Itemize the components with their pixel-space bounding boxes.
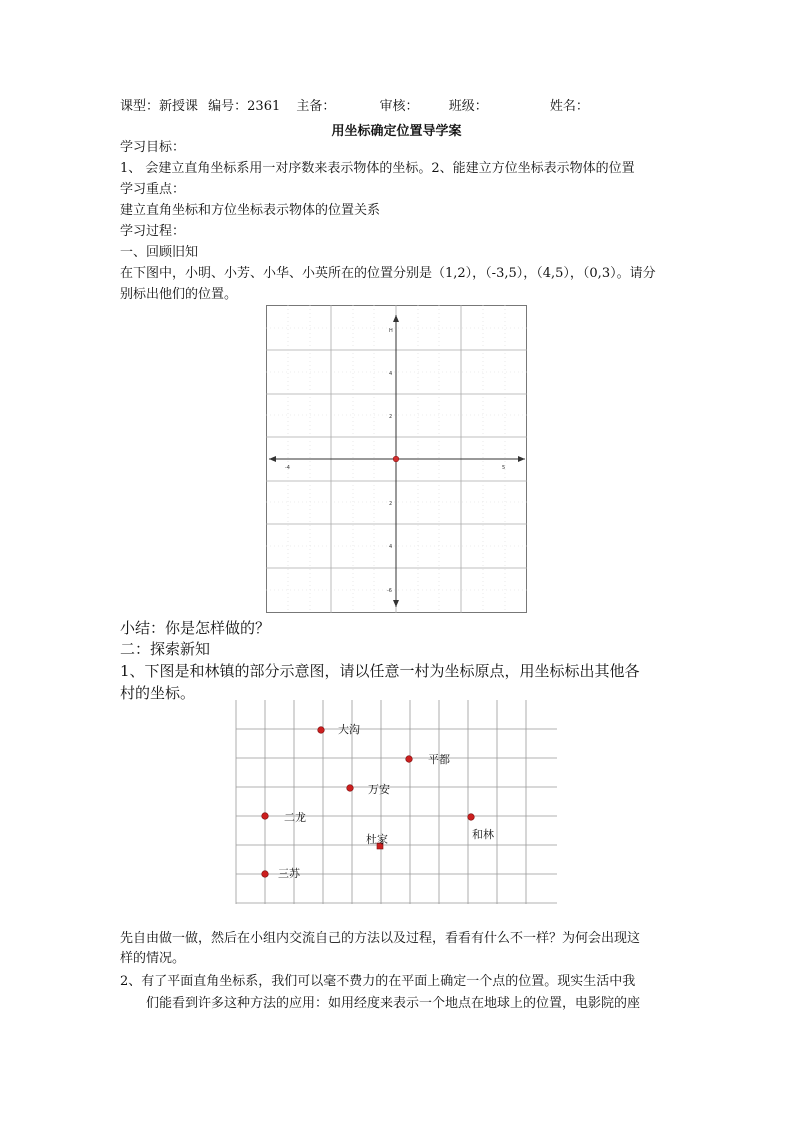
y-arrow-up-icon (393, 315, 399, 322)
chief-preparer: 主备： (296, 99, 336, 114)
page-title: 用坐标确定位置导学案 (331, 124, 462, 139)
student-name: 姓名： (549, 99, 589, 114)
tick-label-x-right: 5 (502, 465, 506, 471)
origin-point (393, 456, 399, 462)
item2-text-line2: 们能看到许多这种方法的应用：如用经度来表示一个地点在地球上的位置，电影院的座 (146, 996, 641, 1011)
tick-label-x-left: -4 (285, 465, 290, 471)
review-text-line1: 在下图中，小明、小芳、小华、小英所在的位置分别是（1,2），（-3,5），（4,5），（0,3）。请分 (120, 266, 656, 281)
item2-text-line1: 2、有了平面直角坐标系，我们可以毫不费力的在平面上确定一个点的位置。现实生活中我 (120, 974, 636, 989)
summary-text: 小结：你是怎样做的？ (120, 619, 271, 637)
x-arrow-left-icon (269, 456, 276, 462)
village-label-wanan: 万安 (368, 783, 390, 796)
objectives-heading: 学习目标： (120, 140, 186, 155)
discuss-text-line2: 样的情况。 (120, 951, 186, 966)
header-line (120, 99, 589, 115)
tick-label-y2: 2 (389, 414, 393, 420)
explore-heading: 二：探索新知 (120, 640, 211, 658)
tick-label-y-top: H (389, 328, 393, 334)
village-label-dujia: 杜家 (366, 833, 388, 846)
village-point-dagou (318, 727, 325, 734)
tick-label-y-neg2: 2 (389, 501, 393, 507)
tick-label-y-neg4: 4 (389, 544, 393, 550)
reviewer: 审核： (379, 99, 419, 114)
process-heading: 学习过程： (120, 224, 186, 239)
coordinate-grid-figure (266, 305, 528, 614)
village-point-pingdu (406, 756, 413, 763)
class-field: 班级： (448, 99, 488, 114)
x-arrow-right-icon (518, 456, 525, 462)
tick-label-y4: 4 (389, 371, 393, 377)
village-point-hele (468, 814, 475, 821)
village-label-sansu: 三苏 (278, 867, 300, 880)
explore-text-line1: 1、下图是和林镇的部分示意图，请以任意一村为坐标原点，用坐标标出其他各 (120, 662, 640, 680)
explore-text-line2: 村的坐标。 (120, 684, 196, 702)
village-map-figure (234, 700, 560, 906)
focus-heading: 学习重点： (120, 182, 186, 197)
village-point-wanan (347, 785, 354, 792)
village-label-dagou: 大沟 (338, 723, 360, 736)
village-point-erlong (262, 813, 269, 820)
discuss-text-line1: 先自由做一做，然后在小组内交流自己的方法以及过程，看看有什么不一样？为何会出现这 (120, 931, 641, 946)
village-point-sansu (262, 871, 269, 878)
village-label-erlong: 二龙 (284, 811, 306, 824)
review-text-line2: 别标出他们的位置。 (120, 287, 238, 302)
village-label-hele: 和林 (472, 828, 494, 841)
review-heading: 一、回顾旧知 (120, 245, 199, 260)
focus-text: 建立直角坐标和方位坐标表示物体的位置关系 (120, 203, 381, 218)
village-label-pingdu: 平都 (428, 753, 450, 766)
tick-label-y-neg6: -6 (387, 588, 392, 594)
objectives-text: 1、 会建立直角坐标系用一对序数来表示物体的坐标。2、能建立方位坐标表示物体的位置 (120, 161, 635, 176)
course-type: 课型：新授课 (120, 99, 199, 114)
y-arrow-down-icon (393, 600, 399, 607)
doc-number: 编号：2361 (208, 99, 281, 114)
